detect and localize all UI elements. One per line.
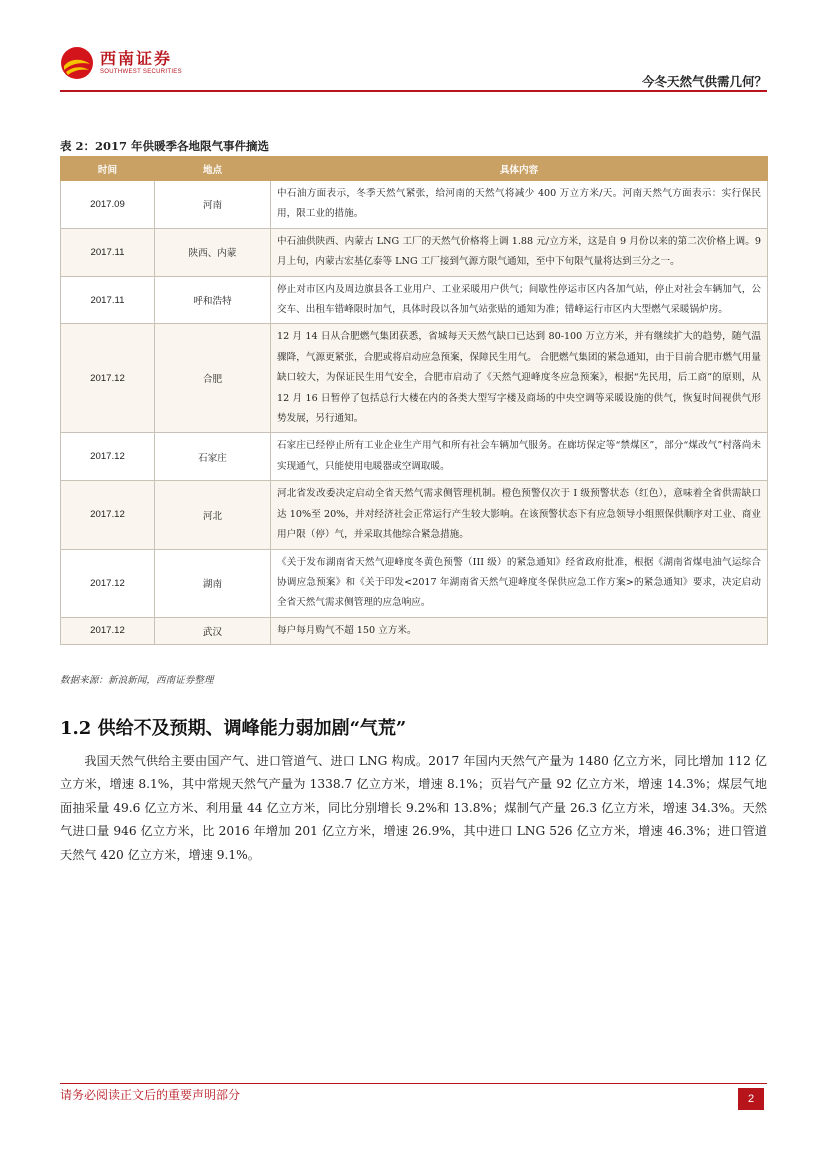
cell-time: 2017.11 — [61, 276, 155, 324]
cell-content: 12 月 14 日从合肥燃气集团获悉，省城每天天然气缺口已达到 80-100 万立方米，并有继续扩大的趋势，随气温骤降，气源更紧张，合肥或将启动应急预案，保障民生用气。 合肥燃气集团的紧急通知，由于目前合肥市燃气用量缺口较大，为保证民生用气安全，合肥市启动了《天然气迎峰度冬应急预案》，根据“先民用，后工商”的原则，从 12 月 16 日暂停了包括总行大楼在内的各类大型写字楼及商场的中央空调等采暖设施的供气，恢复时间视供气形势发展，另行通知。 — [271, 324, 768, 433]
cell-content: 停止对市区内及周边旗县各工业用户、工业采暖用户供气；间歇性停运市区内各加气站，停止对社会车辆加气，公交车、出租车错峰限时加气，具体时段以各加气站张贴的通知为准；错峰运行市区内大型燃气采暖锅炉房。 — [271, 276, 768, 324]
table-caption: 表 2：2017 年供暖季各地限气事件摘选 — [60, 139, 270, 153]
cell-place: 石家庄 — [155, 433, 271, 481]
page-header — [60, 40, 767, 92]
table-source-note: 数据来源：新浪新闻，西南证券整理 — [60, 675, 214, 686]
cell-place: 河南 — [155, 181, 271, 229]
cell-content: 石家庄已经停止所有工业企业生产用气和所有社会车辆加气服务。在廊坊保定等“禁煤区”，部分“煤改气”村落尚未实现通气，只能使用电暖器或空调取暖。 — [271, 433, 768, 481]
company-logo — [60, 46, 182, 80]
cell-time: 2017.12 — [61, 481, 155, 549]
section-heading: 1.2 供给不及预期、调峰能力弱加剧“气荒” — [60, 718, 407, 739]
footer-divider — [60, 1083, 767, 1084]
cell-time: 2017.12 — [61, 324, 155, 433]
header-divider — [60, 90, 767, 92]
cell-time: 2017.12 — [61, 433, 155, 481]
cell-content: 《关于发布湖南省天然气迎峰度冬黄色预警（III 级）的紧急通知》经省政府批准，根据《湖南省煤电油气运综合协调应急预案》和《关于印发<2017 年湖南省天然气迎峰度冬保供应急工作方案>的紧急通知》要求，决定启动全省天然气需求侧管理的应急响应。 — [271, 549, 768, 617]
table-header-row — [61, 157, 768, 181]
gas-restriction-table — [60, 156, 768, 645]
table-row — [61, 617, 768, 644]
cell-time: 2017.11 — [61, 228, 155, 276]
cell-place: 河北 — [155, 481, 271, 549]
cell-place: 湖南 — [155, 549, 271, 617]
page-number: 2 — [738, 1088, 764, 1110]
cell-place: 合肥 — [155, 324, 271, 433]
cell-content: 河北省发改委决定启动全省天然气需求侧管理机制。橙色预警仅次于 I 级预警状态（红色），意味着全省供需缺口达 10%至 20%，并对经济社会正常运行产生较大影响。在该预警状态下有应急领导小组照保供顺序对工业、商业用户限（停）气，并采取其他综合紧急措施。 — [271, 481, 768, 549]
cell-time: 2017.12 — [61, 617, 155, 644]
table-row — [61, 549, 768, 617]
logo-english-name: SOUTHWEST SECURITIES — [100, 69, 182, 75]
table-row — [61, 433, 768, 481]
table-row — [61, 481, 768, 549]
report-title: 今冬天然气供需几何？ — [641, 74, 767, 89]
cell-place: 陕西、内蒙 — [155, 228, 271, 276]
column-header-time: 时间 — [61, 157, 155, 181]
cell-place: 武汉 — [155, 617, 271, 644]
cell-content: 每户每月购气不超 150 立方米。 — [271, 617, 768, 644]
cell-place: 呼和浩特 — [155, 276, 271, 324]
table-row — [61, 276, 768, 324]
logo-emblem-icon — [60, 46, 94, 80]
column-header-content: 具体内容 — [271, 157, 768, 181]
table-row — [61, 181, 768, 229]
cell-time: 2017.09 — [61, 181, 155, 229]
body-paragraph: 我国天然气供给主要由国产气、进口管道气、进口 LNG 构成。2017 年国内天然气产量为 1480 亿立方米，同比增加 112 亿立方米，增速 8.1%，其中常规天然气产量为 1338.7 亿立方米，增速 8.1%；页岩气产量 92 亿立方米，增速 14.3%；煤层气地面抽采量 49.6 亿立方米、利用量 44 亿立方米，同比分别增长 9.2%和 13.8%；煤制气产量 26.3 亿立方米，增速 34.3%。天然气进口量 946 亿立方米，比 2016 年增加 201 亿立方米，增速 26.9%，其中进口 LNG 526 亿立方米，增速 46.3%；进口管道天然气 420 亿立方米，增速 9.1%。 — [60, 754, 767, 862]
cell-time: 2017.12 — [61, 549, 155, 617]
column-header-place: 地点 — [155, 157, 271, 181]
table-row — [61, 228, 768, 276]
cell-content: 中石油方面表示，冬季天然气紧张，给河南的天然气将减少 400 万立方米/天。河南天然气方面表示：实行保民用，限工业的措施。 — [271, 181, 768, 229]
logo-chinese-name: 西南证券 — [100, 49, 173, 68]
table-row — [61, 324, 768, 433]
footer-disclaimer: 请务必阅读正文后的重要声明部分 — [60, 1088, 241, 1102]
cell-content: 中石油供陕西、内蒙古 LNG 工厂的天然气价格将上调 1.88 元/立方米，这是自 9 月份以来的第二次价格上调。9 月上旬，内蒙古宏基亿泰等 LNG 工厂接到气源方限气通知，至中下旬限气量将达到三分之一。 — [271, 228, 768, 276]
